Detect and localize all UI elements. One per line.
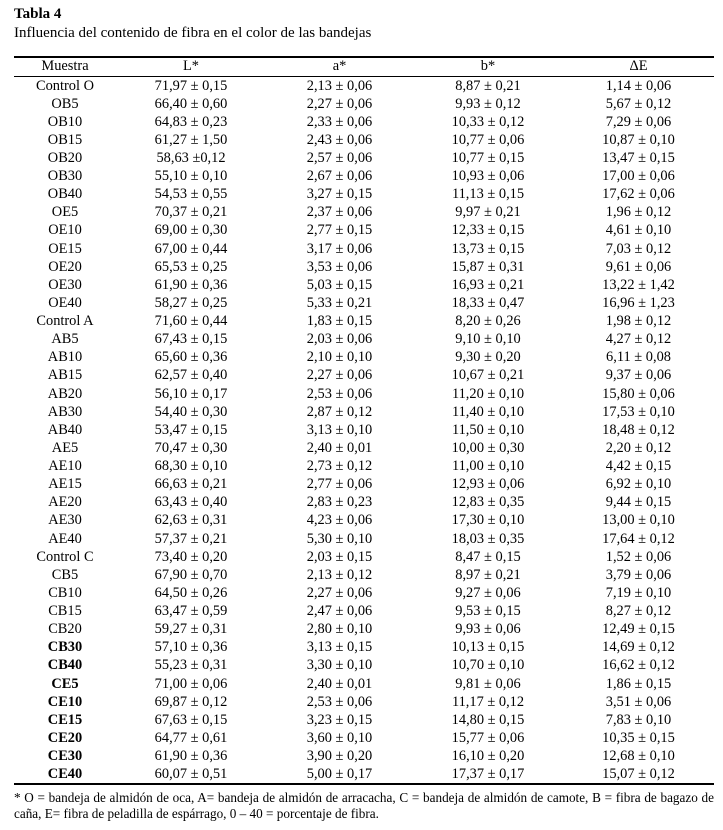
cell-l: 67,90 ± 0,70 <box>154 566 228 583</box>
cell-l: 54,40 ± 0,30 <box>154 403 228 420</box>
table-row <box>14 185 714 203</box>
cell-a: 2,40 ± 0,01 <box>306 439 373 456</box>
cell-a: 3,13 ± 0,15 <box>306 639 373 656</box>
cell-a: 3,13 ± 0,10 <box>306 421 373 438</box>
cell-a: 2,13 ± 0,12 <box>306 566 373 583</box>
cell-delta-e: 1,86 ± 0,15 <box>605 675 672 692</box>
cell-muestra: CB10 <box>48 584 82 601</box>
cell-l: 60,07 ± 0,51 <box>116 765 266 784</box>
cell-delta-e: 1,98 ± 0,12 <box>605 313 672 330</box>
cell-muestra: CE20 <box>47 729 83 746</box>
cell-a: 2,77 ± 0,06 <box>306 476 373 493</box>
cell-a: 3,30 ± 0,10 <box>306 657 373 674</box>
cell-delta-e: 3,79 ± 0,06 <box>605 566 672 583</box>
table-row <box>14 475 714 493</box>
cell-delta-e: 9,37 ± 0,06 <box>605 367 672 384</box>
cell-l: 55,10 ± 0,10 <box>154 168 228 185</box>
cell-l: 56,10 ± 0,17 <box>154 385 228 402</box>
table-row <box>14 240 714 258</box>
cell-delta-e: 6,11 ± 0,08 <box>606 349 671 366</box>
cell-l: 61,90 ± 0,36 <box>154 748 228 765</box>
cell-l: 63,47 ± 0,59 <box>154 603 228 620</box>
cell-a: 3,23 ± 0,15 <box>306 711 373 728</box>
cell-a: 2,27 ± 0,06 <box>306 367 373 384</box>
cell-b: 8,20 ± 0,26 <box>455 313 521 330</box>
cell-b: 9,27 ± 0,06 <box>455 584 521 601</box>
table-row <box>14 203 714 221</box>
cell-a: 5,00 ± 0,17 <box>266 765 413 784</box>
cell-muestra: AE5 <box>51 439 79 456</box>
table-row <box>14 638 714 656</box>
cell-muestra: AB5 <box>51 331 79 348</box>
cell-muestra: CB5 <box>51 566 79 583</box>
cell-delta-e: 9,61 ± 0,06 <box>605 258 672 275</box>
cell-b: 16,10 ± 0,20 <box>451 748 525 765</box>
cell-b: 11,00 ± 0,10 <box>451 458 525 475</box>
cell-a: 2,27 ± 0,06 <box>306 584 373 601</box>
cell-l: 64,77 ± 0,61 <box>154 729 228 746</box>
cell-b: 17,37 ± 0,17 <box>413 765 563 784</box>
table-row <box>14 258 714 276</box>
cell-muestra: OE40 <box>48 294 82 311</box>
cell-a: 3,60 ± 0,10 <box>306 729 373 746</box>
cell-muestra: AE30 <box>48 512 82 529</box>
cell-muestra: CB40 <box>47 657 83 674</box>
table-row <box>14 457 714 475</box>
cell-muestra: OB30 <box>47 168 83 185</box>
cell-a: 2,37 ± 0,06 <box>306 204 373 221</box>
cell-a: 2,40 ± 0,01 <box>306 675 373 692</box>
cell-l: 59,27 ± 0,31 <box>154 621 228 638</box>
cell-l: 67,63 ± 0,15 <box>154 711 228 728</box>
cell-muestra: CE10 <box>47 693 83 710</box>
cell-muestra: CE5 <box>51 675 79 692</box>
cell-muestra: OE10 <box>48 222 82 239</box>
cell-muestra: AB40 <box>47 421 83 438</box>
cell-l: 55,23 ± 0,31 <box>154 657 228 674</box>
table-row <box>14 656 714 674</box>
cell-l: 65,60 ± 0,36 <box>154 349 228 366</box>
table-header-row <box>14 57 714 76</box>
cell-b: 12,33 ± 0,15 <box>451 222 525 239</box>
table-row <box>14 421 714 439</box>
header-a: a* <box>266 57 413 76</box>
cell-muestra: OE20 <box>48 258 82 275</box>
cell-a: 3,17 ± 0,06 <box>306 240 373 257</box>
cell-delta-e: 10,35 ± 0,15 <box>602 729 675 746</box>
table-row <box>14 149 714 167</box>
cell-a: 3,53 ± 0,06 <box>306 258 373 275</box>
cell-b: 18,33 ± 0,47 <box>451 294 525 311</box>
cell-delta-e: 8,27 ± 0,12 <box>605 603 672 620</box>
cell-b: 12,83 ± 0,35 <box>451 494 525 511</box>
table-row <box>14 530 714 548</box>
cell-b: 9,30 ± 0,20 <box>455 349 521 366</box>
cell-l: 68,30 ± 0,10 <box>154 458 228 475</box>
cell-delta-e: 12,49 ± 0,15 <box>602 621 675 638</box>
cell-muestra: OB15 <box>47 131 83 148</box>
table-row <box>14 95 714 113</box>
cell-b: 15,77 ± 0,06 <box>451 729 525 746</box>
cell-delta-e: 13,47 ± 0,15 <box>602 149 675 166</box>
cell-delta-e: 17,53 ± 0,10 <box>602 403 675 420</box>
cell-muestra: OE15 <box>48 240 82 257</box>
cell-b: 17,30 ± 0,10 <box>451 512 525 529</box>
cell-delta-e: 2,20 ± 0,12 <box>605 439 672 456</box>
cell-l: 54,53 ± 0,55 <box>154 186 228 203</box>
cell-b: 9,93 ± 0,06 <box>455 621 521 638</box>
cell-l: 58,27 ± 0,25 <box>154 294 228 311</box>
cell-delta-e: 14,69 ± 0,12 <box>602 639 675 656</box>
cell-delta-e: 1,52 ± 0,06 <box>605 548 672 565</box>
cell-b: 9,53 ± 0,15 <box>455 603 521 620</box>
cell-delta-e: 16,62 ± 0,12 <box>602 657 675 674</box>
cell-delta-e: 10,87 ± 0,10 <box>602 131 675 148</box>
cell-b: 11,20 ± 0,10 <box>451 385 525 402</box>
table-row <box>14 366 714 384</box>
cell-b: 14,80 ± 0,15 <box>451 711 525 728</box>
cell-muestra: Control A <box>36 313 94 330</box>
cell-delta-e: 1,14 ± 0,06 <box>605 77 672 94</box>
cell-a: 3,90 ± 0,20 <box>306 748 373 765</box>
cell-l: 61,27 ± 1,50 <box>154 131 228 148</box>
cell-b: 8,87 ± 0,21 <box>455 77 521 94</box>
cell-muestra: OB10 <box>47 113 83 130</box>
cell-l: 70,37 ± 0,21 <box>154 204 228 221</box>
table-row <box>14 131 714 149</box>
cell-l: 66,63 ± 0,21 <box>154 476 228 493</box>
cell-b: 12,93 ± 0,06 <box>451 476 525 493</box>
table-row <box>14 711 714 729</box>
cell-a: 2,10 ± 0,10 <box>306 349 373 366</box>
cell-muestra: OB5 <box>51 95 79 112</box>
table-row <box>14 548 714 566</box>
cell-l: 66,40 ± 0,60 <box>154 95 228 112</box>
cell-b: 10,93 ± 0,06 <box>451 168 525 185</box>
cell-muestra: AB10 <box>47 349 83 366</box>
cell-b: 10,00 ± 0,30 <box>451 439 525 456</box>
cell-l: 67,43 ± 0,15 <box>154 331 228 348</box>
cell-b: 18,03 ± 0,35 <box>451 530 525 547</box>
cell-b: 10,77 ± 0,06 <box>451 131 525 148</box>
cell-muestra: CB30 <box>47 639 83 656</box>
table-row <box>14 493 714 511</box>
cell-delta-e: 7,29 ± 0,06 <box>605 113 672 130</box>
cell-l: 73,40 ± 0,20 <box>154 548 228 565</box>
cell-l: 64,50 ± 0,26 <box>154 584 228 601</box>
cell-l: 67,00 ± 0,44 <box>154 240 228 257</box>
cell-a: 2,33 ± 0,06 <box>306 113 373 130</box>
header-delta-e: ΔE <box>563 57 714 76</box>
cell-b: 11,50 ± 0,10 <box>451 421 525 438</box>
cell-delta-e: 12,68 ± 0,10 <box>602 748 675 765</box>
cell-l: 70,47 ± 0,30 <box>154 439 228 456</box>
cell-b: 10,13 ± 0,15 <box>451 639 525 656</box>
cell-muestra: Control O <box>36 77 94 94</box>
cell-a: 1,83 ± 0,15 <box>306 313 373 330</box>
cell-l: 62,63 ± 0,31 <box>154 512 228 529</box>
cell-delta-e: 4,42 ± 0,15 <box>605 458 672 475</box>
cell-a: 2,43 ± 0,06 <box>306 131 373 148</box>
cell-l: 62,57 ± 0,40 <box>154 367 228 384</box>
cell-b: 11,13 ± 0,15 <box>451 186 525 203</box>
cell-a: 3,27 ± 0,15 <box>306 186 373 203</box>
cell-delta-e: 7,03 ± 0,12 <box>605 240 672 257</box>
cell-muestra: AE20 <box>48 494 82 511</box>
cell-muestra: CE30 <box>47 748 83 765</box>
cell-a: 2,03 ± 0,15 <box>306 548 373 565</box>
table-row <box>14 221 714 239</box>
cell-a: 5,30 ± 0,10 <box>306 530 373 547</box>
table-row <box>14 312 714 330</box>
table-row <box>14 439 714 457</box>
cell-a: 2,73 ± 0,12 <box>306 458 373 475</box>
cell-b: 10,77 ± 0,15 <box>451 149 525 166</box>
cell-delta-e: 13,00 ± 0,10 <box>602 512 675 529</box>
cell-a: 2,67 ± 0,06 <box>306 168 373 185</box>
table-row <box>14 584 714 602</box>
cell-delta-e: 17,64 ± 0,12 <box>602 530 675 547</box>
cell-a: 5,03 ± 0,15 <box>306 276 373 293</box>
table-row <box>14 294 714 312</box>
cell-b: 15,87 ± 0,31 <box>451 258 525 275</box>
cell-b: 8,47 ± 0,15 <box>455 548 521 565</box>
cell-delta-e: 15,07 ± 0,12 <box>563 765 714 784</box>
cell-l: 69,87 ± 0,12 <box>154 693 228 710</box>
header-muestra: Muestra <box>14 57 116 76</box>
cell-delta-e: 17,62 ± 0,06 <box>602 186 675 203</box>
cell-a: 2,53 ± 0,06 <box>306 385 373 402</box>
table-footnote: * O = bandeja de almidón de oca, A= bandeja de almidón de arracacha, C = bandeja de almidón de camote, B = fibra de bagazo de caña, E= fibra de peladilla de espárrago, 0 – 40 = porcentaje de fibra. <box>14 790 714 821</box>
table-row <box>14 330 714 348</box>
cell-b: 8,97 ± 0,21 <box>455 566 521 583</box>
cell-muestra: AB30 <box>47 403 83 420</box>
table-row <box>14 602 714 620</box>
cell-a: 2,87 ± 0,12 <box>306 403 373 420</box>
table-row <box>14 566 714 584</box>
cell-a: 2,53 ± 0,06 <box>306 693 373 710</box>
cell-b: 11,17 ± 0,12 <box>451 693 525 710</box>
cell-muestra: AB15 <box>47 367 83 384</box>
table-label: Tabla 4 <box>14 6 62 22</box>
cell-delta-e: 4,61 ± 0,10 <box>605 222 672 239</box>
table-row <box>14 511 714 529</box>
cell-muestra: CB20 <box>48 621 82 638</box>
cell-delta-e: 17,00 ± 0,06 <box>602 168 675 185</box>
cell-b: 9,10 ± 0,10 <box>455 331 521 348</box>
table-row <box>14 675 714 693</box>
cell-delta-e: 4,27 ± 0,12 <box>605 331 672 348</box>
cell-a: 2,80 ± 0,10 <box>306 621 373 638</box>
table-caption: Influencia del contenido de fibra en el color de las bandejas <box>14 25 372 41</box>
cell-muestra: OE30 <box>48 276 82 293</box>
cell-a: 4,23 ± 0,06 <box>306 512 373 529</box>
cell-b: 9,81 ± 0,06 <box>455 675 521 692</box>
table-row <box>14 765 714 784</box>
cell-l: 64,83 ± 0,23 <box>154 113 228 130</box>
table-row <box>14 693 714 711</box>
cell-muestra: AB20 <box>47 385 83 402</box>
cell-l: 57,37 ± 0,21 <box>154 530 228 547</box>
cell-delta-e: 3,51 ± 0,06 <box>605 693 672 710</box>
cell-a: 2,83 ± 0,23 <box>306 494 373 511</box>
cell-a: 2,47 ± 0,06 <box>306 603 373 620</box>
cell-b: 10,67 ± 0,21 <box>451 367 525 384</box>
cell-b: 9,97 ± 0,21 <box>455 204 521 221</box>
table-row <box>14 403 714 421</box>
cell-b: 13,73 ± 0,15 <box>451 240 525 257</box>
cell-muestra: OE5 <box>51 204 79 221</box>
cell-b: 10,70 ± 0,10 <box>451 657 525 674</box>
cell-muestra: CB15 <box>48 603 82 620</box>
cell-delta-e: 15,80 ± 0,06 <box>602 385 675 402</box>
cell-l: 65,53 ± 0,25 <box>154 258 228 275</box>
cell-b: 16,93 ± 0,21 <box>451 276 525 293</box>
table-row <box>14 747 714 765</box>
cell-l: 71,60 ± 0,44 <box>154 313 228 330</box>
cell-l: 69,00 ± 0,30 <box>154 222 228 239</box>
cell-l: 61,90 ± 0,36 <box>154 276 228 293</box>
table-row <box>14 113 714 131</box>
cell-delta-e: 16,96 ± 1,23 <box>602 294 675 311</box>
cell-delta-e: 7,19 ± 0,10 <box>605 584 672 601</box>
cell-muestra: Control C <box>36 548 94 565</box>
header-l: L* <box>116 57 266 76</box>
cell-muestra: CE15 <box>47 711 83 728</box>
cell-delta-e: 9,44 ± 0,15 <box>605 494 672 511</box>
cell-l: 57,10 ± 0,36 <box>154 639 228 656</box>
table-row <box>14 167 714 185</box>
color-table <box>14 56 714 785</box>
cell-muestra: CE40 <box>14 765 116 784</box>
cell-l: 63,43 ± 0,40 <box>154 494 228 511</box>
cell-delta-e: 5,67 ± 0,12 <box>605 95 672 112</box>
table-body <box>14 76 714 784</box>
cell-delta-e: 7,83 ± 0,10 <box>605 711 672 728</box>
cell-delta-e: 18,48 ± 0,12 <box>602 421 675 438</box>
cell-delta-e: 1,96 ± 0,12 <box>605 204 672 221</box>
cell-a: 2,13 ± 0,06 <box>306 77 373 94</box>
cell-muestra: AE40 <box>48 530 82 547</box>
table-row <box>14 729 714 747</box>
table-row <box>14 620 714 638</box>
table-row <box>14 348 714 366</box>
cell-a: 2,77 ± 0,15 <box>306 222 373 239</box>
cell-b: 11,40 ± 0,10 <box>451 403 525 420</box>
cell-b: 10,33 ± 0,12 <box>451 113 525 130</box>
cell-a: 2,03 ± 0,06 <box>306 331 373 348</box>
table-row <box>14 76 714 95</box>
cell-a: 2,27 ± 0,06 <box>306 95 373 112</box>
table-row <box>14 385 714 403</box>
cell-l: 71,97 ± 0,15 <box>154 77 228 94</box>
cell-l: 58,63 ±0,12 <box>156 149 226 166</box>
cell-delta-e: 6,92 ± 0,10 <box>605 476 672 493</box>
cell-a: 2,57 ± 0,06 <box>306 149 373 166</box>
table-row <box>14 276 714 294</box>
cell-l: 71,00 ± 0,06 <box>154 675 228 692</box>
header-b: b* <box>413 57 563 76</box>
cell-a: 5,33 ± 0,21 <box>306 294 373 311</box>
cell-muestra: OB40 <box>47 186 83 203</box>
cell-l: 53,47 ± 0,15 <box>154 421 228 438</box>
cell-muestra: OB20 <box>47 149 83 166</box>
cell-muestra: AE15 <box>48 476 82 493</box>
cell-muestra: AE10 <box>48 458 82 475</box>
cell-b: 9,93 ± 0,12 <box>455 95 521 112</box>
cell-delta-e: 13,22 ± 1,42 <box>602 276 675 293</box>
